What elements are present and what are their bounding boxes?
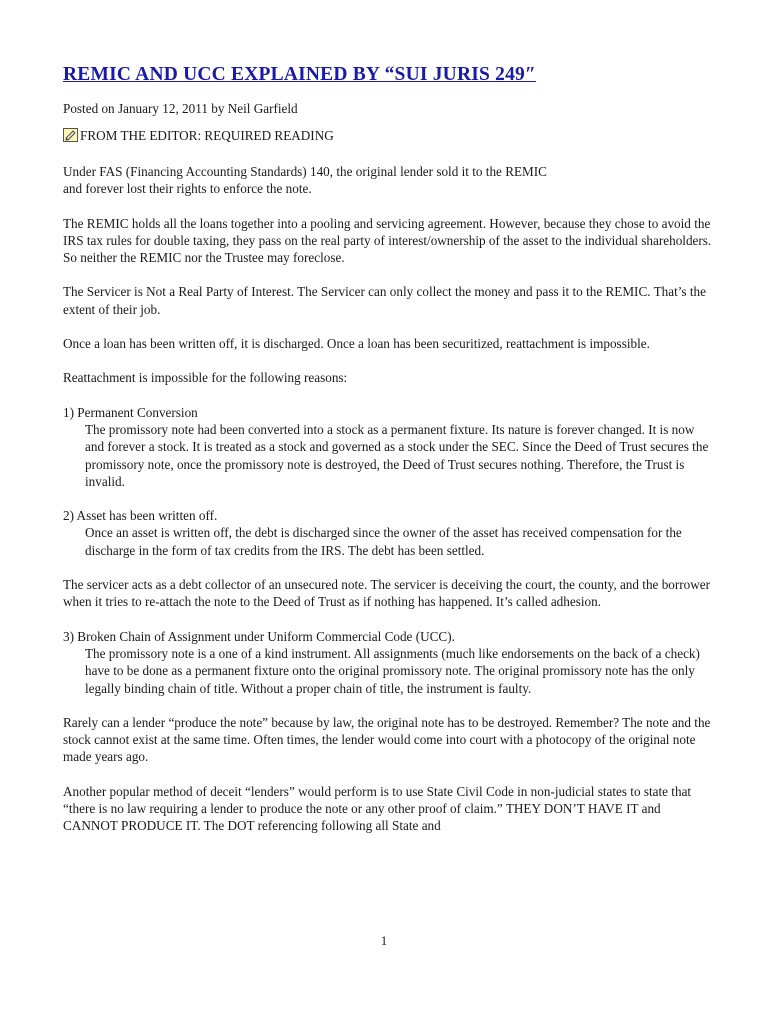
paragraph-5: Reattachment is impossible for the following reasons: [63,370,348,386]
paragraph-2: The REMIC holds all the loans together into a pooling and servicing agreement. However, because they chose to avoid the IRS tax rules for double taxing, they pass on the real party of interest/ownership of the asset to the individual shareholders. So neither the REMIC nor the Trustee may foreclose. [63,215,712,266]
list-item-1-heading: 1) Permanent Conversion [63,404,198,420]
list-item-1-body: The promissory note had been converted into a stock as a permanent fixture. Its nature is forever changed. It is now and forever a stock. It is treated as a stock and governed as a stock under the SEC. Since the Deed of Trust secures the promissory note, once the promissory note is destroyed, the Deed of Trust secures nothing. Therefore, the Trust is invalid. [85,421,709,489]
list-item-2 [63,507,713,559]
page-number: 1 [380,933,388,948]
article-title-link[interactable]: REMIC AND UCC EXPLAINED BY “SUI JURIS 249″ [63,64,536,85]
list-item-3-heading: 3) Broken Chain of Assignment under Uniform Commercial Code (UCC). [63,628,455,644]
list-item-2-heading: 2) Asset has been written off. [63,508,218,524]
list-item-3 [63,628,713,697]
paragraph-7: Rarely can a lender “produce the note” because by law, the original note has to be destroyed. Remember? The note and the stock cannot exist at the same time. Often times, the lender would come into court with a photocopy of the original note made years ago. [63,714,711,765]
edit-note-icon [63,128,78,142]
list-item-1 [63,404,713,490]
paragraph-1-line-1: Under FAS (Financing Accounting Standards) 140, the original lender sold it to the REMIC [63,164,547,179]
document-page [63,62,713,835]
paragraph-6: The servicer acts as a debt collector of an unsecured note. The servicer is deceiving the court, the county, and the borrower when it tries to re-attach the note to the Deed of Trust as if nothing has happened. It’s called adhesion. [63,577,711,610]
paragraph-1 [63,163,713,198]
posted-line: Posted on January 12, 2011 by Neil Garfield [63,101,298,116]
article-title [63,62,713,88]
paragraph-3: The Servicer is Not a Real Party of Interest. The Servicer can only collect the money and pass it to the REMIC. That’s the extent of their job. [63,284,706,317]
paragraph-1-line-2: and forever lost their rights to enforce the note. [63,181,312,197]
list-item-3-body: The promissory note is a one of a kind instrument. All assignments (much like endorsements on the back of a check) have to be done as a permanent fixture onto the original promissory note. The original promissory note has the only legally binding chain of title. Without a proper chain of title, the instrument is faulty. [85,645,700,696]
editor-note [63,127,713,145]
list-item-2-body: Once an asset is written off, the debt is discharged since the owner of the asset has received compensation for the discharge in the form of tax credits from the IRS. The debt has been settled. [85,525,682,558]
paragraph-8: Another popular method of deceit “lenders” would perform is to use State Civil Code in non-judicial states to state that “there is no law requiring a lender to produce the note or any other proof of claim.” THEY DON’T HAVE IT and CANNOT PRODUCE IT. The DOT referencing following all State and [63,783,692,834]
paragraph-4: Once a loan has been written off, it is discharged. Once a loan has been securitized, reattachment is impossible. [63,336,650,352]
editor-note-text: FROM THE EDITOR: REQUIRED READING [80,128,334,143]
